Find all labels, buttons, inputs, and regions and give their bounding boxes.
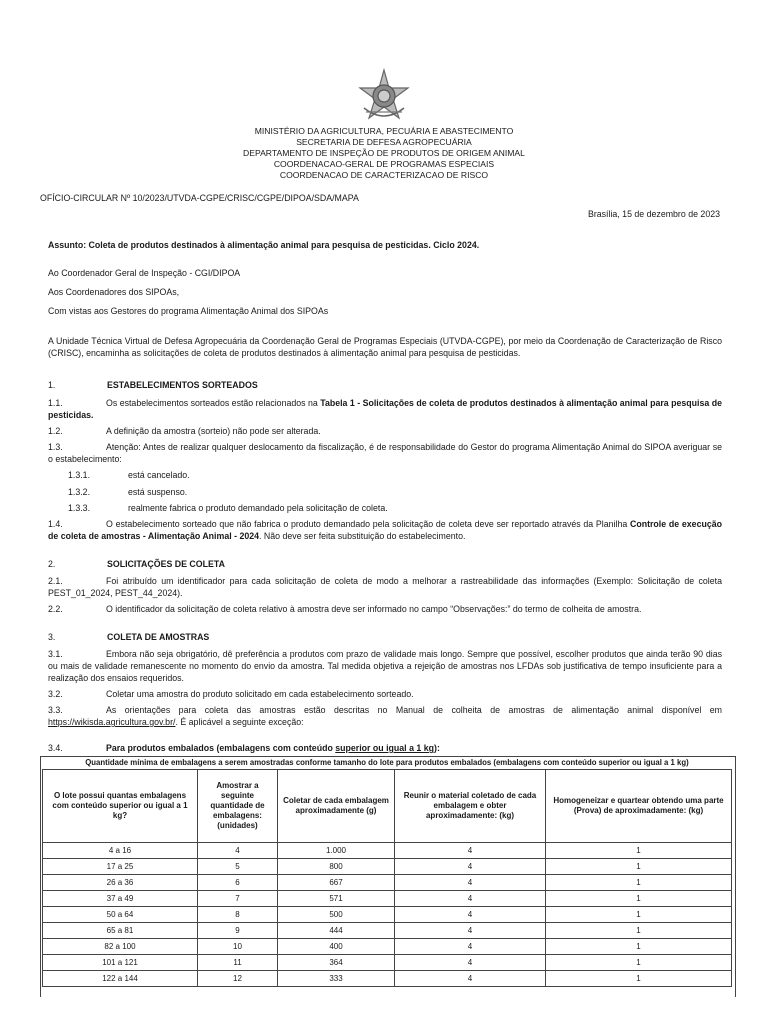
paragraph-number: 1.4. <box>48 519 63 529</box>
table-cell: 10 <box>198 939 278 955</box>
table-cell: 1 <box>546 859 732 875</box>
section-number: 3. <box>48 632 56 642</box>
national-coat-of-arms-icon <box>356 68 412 124</box>
paragraph-3-1 <box>48 648 722 684</box>
paragraph-text: O estabelecimento sorteado que não fabrica o produto demandado pela solicitação de coleta deve ser reportado através da Planilha <box>106 519 630 529</box>
subitem-text: realmente fabrica o produto demandado pela solicitação de coleta. <box>128 503 388 513</box>
table-cell: 4 a 16 <box>43 843 198 859</box>
table-cell: 4 <box>395 843 546 859</box>
paragraph-number: 3.1. <box>48 649 63 659</box>
paragraph-2-2 <box>48 603 722 615</box>
sampling-table <box>42 769 732 987</box>
table-cell: 4 <box>395 939 546 955</box>
table-cell: 1 <box>546 955 732 971</box>
paragraph-text: ): <box>434 743 440 753</box>
wiki-link[interactable]: https://wikisda.agricultura.gov.br/ <box>48 717 176 727</box>
paragraph-text: Foi atribuído um identificador para cada solicitação de coleta de modo a melhorar a rastreabilidade das informações (Exemplo: Solicitação de coleta PEST_01_2024, PEST_44_2024). <box>48 576 722 598</box>
table-cell: 101 a 121 <box>43 955 198 971</box>
paragraph-number: 3.2. <box>48 689 63 699</box>
table-header-row <box>43 770 732 843</box>
paragraph-1-2 <box>48 425 722 437</box>
paragraph-text: . Não deve ser feita substituição do estabelecimento. <box>259 531 466 541</box>
table-caption: Quantidade mínima de embalagens a serem amostradas conforme tamanho do lote para produtos embalados (embalagens com conteúdo superior ou igual a 1 kg) <box>85 758 689 767</box>
paragraph-text: . É aplicável a seguinte exceção: <box>175 717 304 727</box>
table-cell: 11 <box>198 955 278 971</box>
table-cell: 122 a 144 <box>43 971 198 987</box>
header-line: SECRETARIA DE DEFESA AGROPECUÁRIA <box>296 137 472 147</box>
table-row <box>43 955 732 971</box>
table-cell: 1 <box>546 971 732 987</box>
table-row <box>43 843 732 859</box>
header-line: COORDENACAO-GERAL DE PROGRAMAS ESPECIAIS <box>273 159 495 169</box>
table-cell: 667 <box>278 875 395 891</box>
column-header: Coletar de cada embalagem aproximadamente (g) <box>278 770 395 843</box>
table-cell: 4 <box>395 859 546 875</box>
section-number: 1. <box>48 380 56 390</box>
table-cell: 4 <box>395 875 546 891</box>
subitem-number: 1.3.1. <box>68 470 91 480</box>
recipient-line: Com vistas aos Gestores do programa Alimentação Animal dos SIPOAs <box>48 306 329 316</box>
section-title: COLETA DE AMOSTRAS <box>107 632 210 642</box>
paragraph-number: 1.3. <box>48 442 63 452</box>
table-cell: 4 <box>395 907 546 923</box>
paragraph-number: 2.2. <box>48 604 63 614</box>
header-line: DEPARTAMENTO DE INSPEÇÃO DE PRODUTOS DE ORIGEM ANIMAL <box>243 148 525 158</box>
table-cell: 1 <box>546 875 732 891</box>
paragraph-text: Coletar uma amostra do produto solicitado em cada estabelecimento sorteado. <box>106 689 414 699</box>
table-cell: 1 <box>546 923 732 939</box>
table-cell: 4 <box>198 843 278 859</box>
recipient-line: Aos Coordenadores dos SIPOAs, <box>48 287 180 297</box>
table-cell: 17 a 25 <box>43 859 198 875</box>
header-line: COORDENACAO DE CARACTERIZACAO DE RISCO <box>279 170 489 180</box>
section-title: SOLICITAÇÕES DE COLETA <box>107 559 225 569</box>
table-cell: 1.000 <box>278 843 395 859</box>
paragraph-1-1 <box>48 397 722 421</box>
paragraph-number: 1.2. <box>48 426 63 436</box>
paragraph-text: Embora não seja obrigatório, dê preferência a produtos com prazo de validade mais longo. Sempre que possível, escolher produtos que ainda terão 90 dias ou mais de validade remanescente no momento do envio da amostra. Tal medida objetiva a rejeição de amostras nos LFDAs sob justificativa de tempo insuficiente para a realização dos ensaios requeridos. <box>48 649 722 683</box>
subitem-text: está cancelado. <box>128 470 190 480</box>
header-line: MINISTÉRIO DA AGRICULTURA, PECUÁRIA E ABASTECIMENTO <box>254 126 514 136</box>
paragraph-text: Atenção: Antes de realizar qualquer deslocamento da fiscalização, é de responsabilidade do Gestor do programa Alimentação Animal do SIPOA averiguar se o estabelecimento: <box>48 442 722 464</box>
table-row <box>43 923 732 939</box>
section-title: ESTABELECIMENTOS SORTEADOS <box>107 380 258 390</box>
table-cell: 364 <box>278 955 395 971</box>
section-number: 2. <box>48 559 56 569</box>
table-row <box>43 875 732 891</box>
paragraph-text: O identificador da solicitação de coleta relativo à amostra deve ser informado no campo “Observações:” do termo de colheita de amostra. <box>106 604 642 614</box>
table-cell: 65 a 81 <box>43 923 198 939</box>
column-header: Reunir o material coletado de cada embalagem e obter aproximadamente: (kg) <box>395 770 546 843</box>
paragraph-number: 3.4. <box>48 743 63 753</box>
paragraph-3-2 <box>48 688 722 700</box>
column-header: Amostrar a seguinte quantidade de embalagens: (unidades) <box>198 770 278 843</box>
table-cell: 1 <box>546 939 732 955</box>
table-cell: 500 <box>278 907 395 923</box>
table-cell: 333 <box>278 971 395 987</box>
table-cell: 12 <box>198 971 278 987</box>
table-row <box>43 859 732 875</box>
paragraph-text: A definição da amostra (sorteio) não pode ser alterada. <box>106 426 321 436</box>
paragraph-text: Para produtos embalados (embalagens com conteúdo <box>106 743 336 753</box>
paragraph-text: Os estabelecimentos sorteados estão relacionados na <box>106 398 321 408</box>
subject-line: Assunto: Coleta de produtos destinados à alimentação animal para pesquisa de pesticidas. Ciclo 2024. <box>48 240 480 250</box>
table-cell: 4 <box>395 923 546 939</box>
table-cell: 50 a 64 <box>43 907 198 923</box>
paragraph-number: 1.1. <box>48 398 63 408</box>
table-cell: 444 <box>278 923 395 939</box>
column-header: Homogeneizar e quartear obtendo uma parte (Prova) de aproximadamente: (kg) <box>546 770 732 843</box>
table-cell: 6 <box>198 875 278 891</box>
table-cell: 9 <box>198 923 278 939</box>
document-date: Brasília, 15 de dezembro de 2023 <box>587 209 720 219</box>
table-cell: 37 a 49 <box>43 891 198 907</box>
table-row <box>43 971 732 987</box>
table-row <box>43 939 732 955</box>
paragraph-text: As orientações para coleta das amostras estão descritas no Manual de colheita de amostras de alimentação animal disponível em <box>106 705 722 715</box>
subitem-text: está suspenso. <box>128 487 188 497</box>
table-cell: 1 <box>546 843 732 859</box>
table-cell: 8 <box>198 907 278 923</box>
table-row <box>43 907 732 923</box>
subitem-number: 1.3.3. <box>68 503 91 513</box>
intro-paragraph: A Unidade Técnica Virtual de Defesa Agropecuária da Coordenação Geral de Programas Especiais (UTVDA-CGPE), por meio da Coordenação de Caracterização de Risco (CRISC), encaminha as solicitações de coleta de produtos destinados à alimentação animal para pesquisa de pesticidas. <box>48 336 722 358</box>
table-cell: 571 <box>278 891 395 907</box>
table-cell: 82 a 100 <box>43 939 198 955</box>
document-number: OFÍCIO-CIRCULAR Nº 10/2023/UTVDA-CGPE/CRISC/CGPE/DIPOA/SDA/MAPA <box>40 193 359 203</box>
paragraph-1-3 <box>48 441 722 465</box>
paragraph-number: 2.1. <box>48 576 63 586</box>
paragraph-3-3 <box>48 704 722 728</box>
table-cell: 4 <box>395 955 546 971</box>
recipient-line: Ao Coordenador Geral de Inspeção - CGI/DIPOA <box>48 268 241 278</box>
table-cell: 4 <box>395 891 546 907</box>
table-cell: 7 <box>198 891 278 907</box>
subitem-number: 1.3.2. <box>68 487 91 497</box>
paragraph-1-4 <box>48 518 722 542</box>
table-cell: 1 <box>546 891 732 907</box>
table-cell: 800 <box>278 859 395 875</box>
paragraph-2-1 <box>48 575 722 599</box>
paragraph-3-4 <box>48 742 722 754</box>
table-cell: 4 <box>395 971 546 987</box>
underlined-term: superior ou igual a 1 kg <box>335 743 435 753</box>
table-cell: 400 <box>278 939 395 955</box>
table-cell: 26 a 36 <box>43 875 198 891</box>
paragraph-number: 3.3. <box>48 705 63 715</box>
table-cell: 1 <box>546 907 732 923</box>
column-header: O lote possui quantas embalagens com conteúdo superior ou igual a 1 kg? <box>43 770 198 843</box>
ministry-header <box>150 126 618 181</box>
table-row <box>43 891 732 907</box>
table-cell: 5 <box>198 859 278 875</box>
spreadsheet-reference: Controle de execução de coleta de amostras - Alimentação Animal - 2024 <box>48 519 722 541</box>
table-reference: Tabela 1 - Solicitações de coleta de produtos destinados à alimentação animal para pesquisa de pesticidas. <box>48 398 722 420</box>
